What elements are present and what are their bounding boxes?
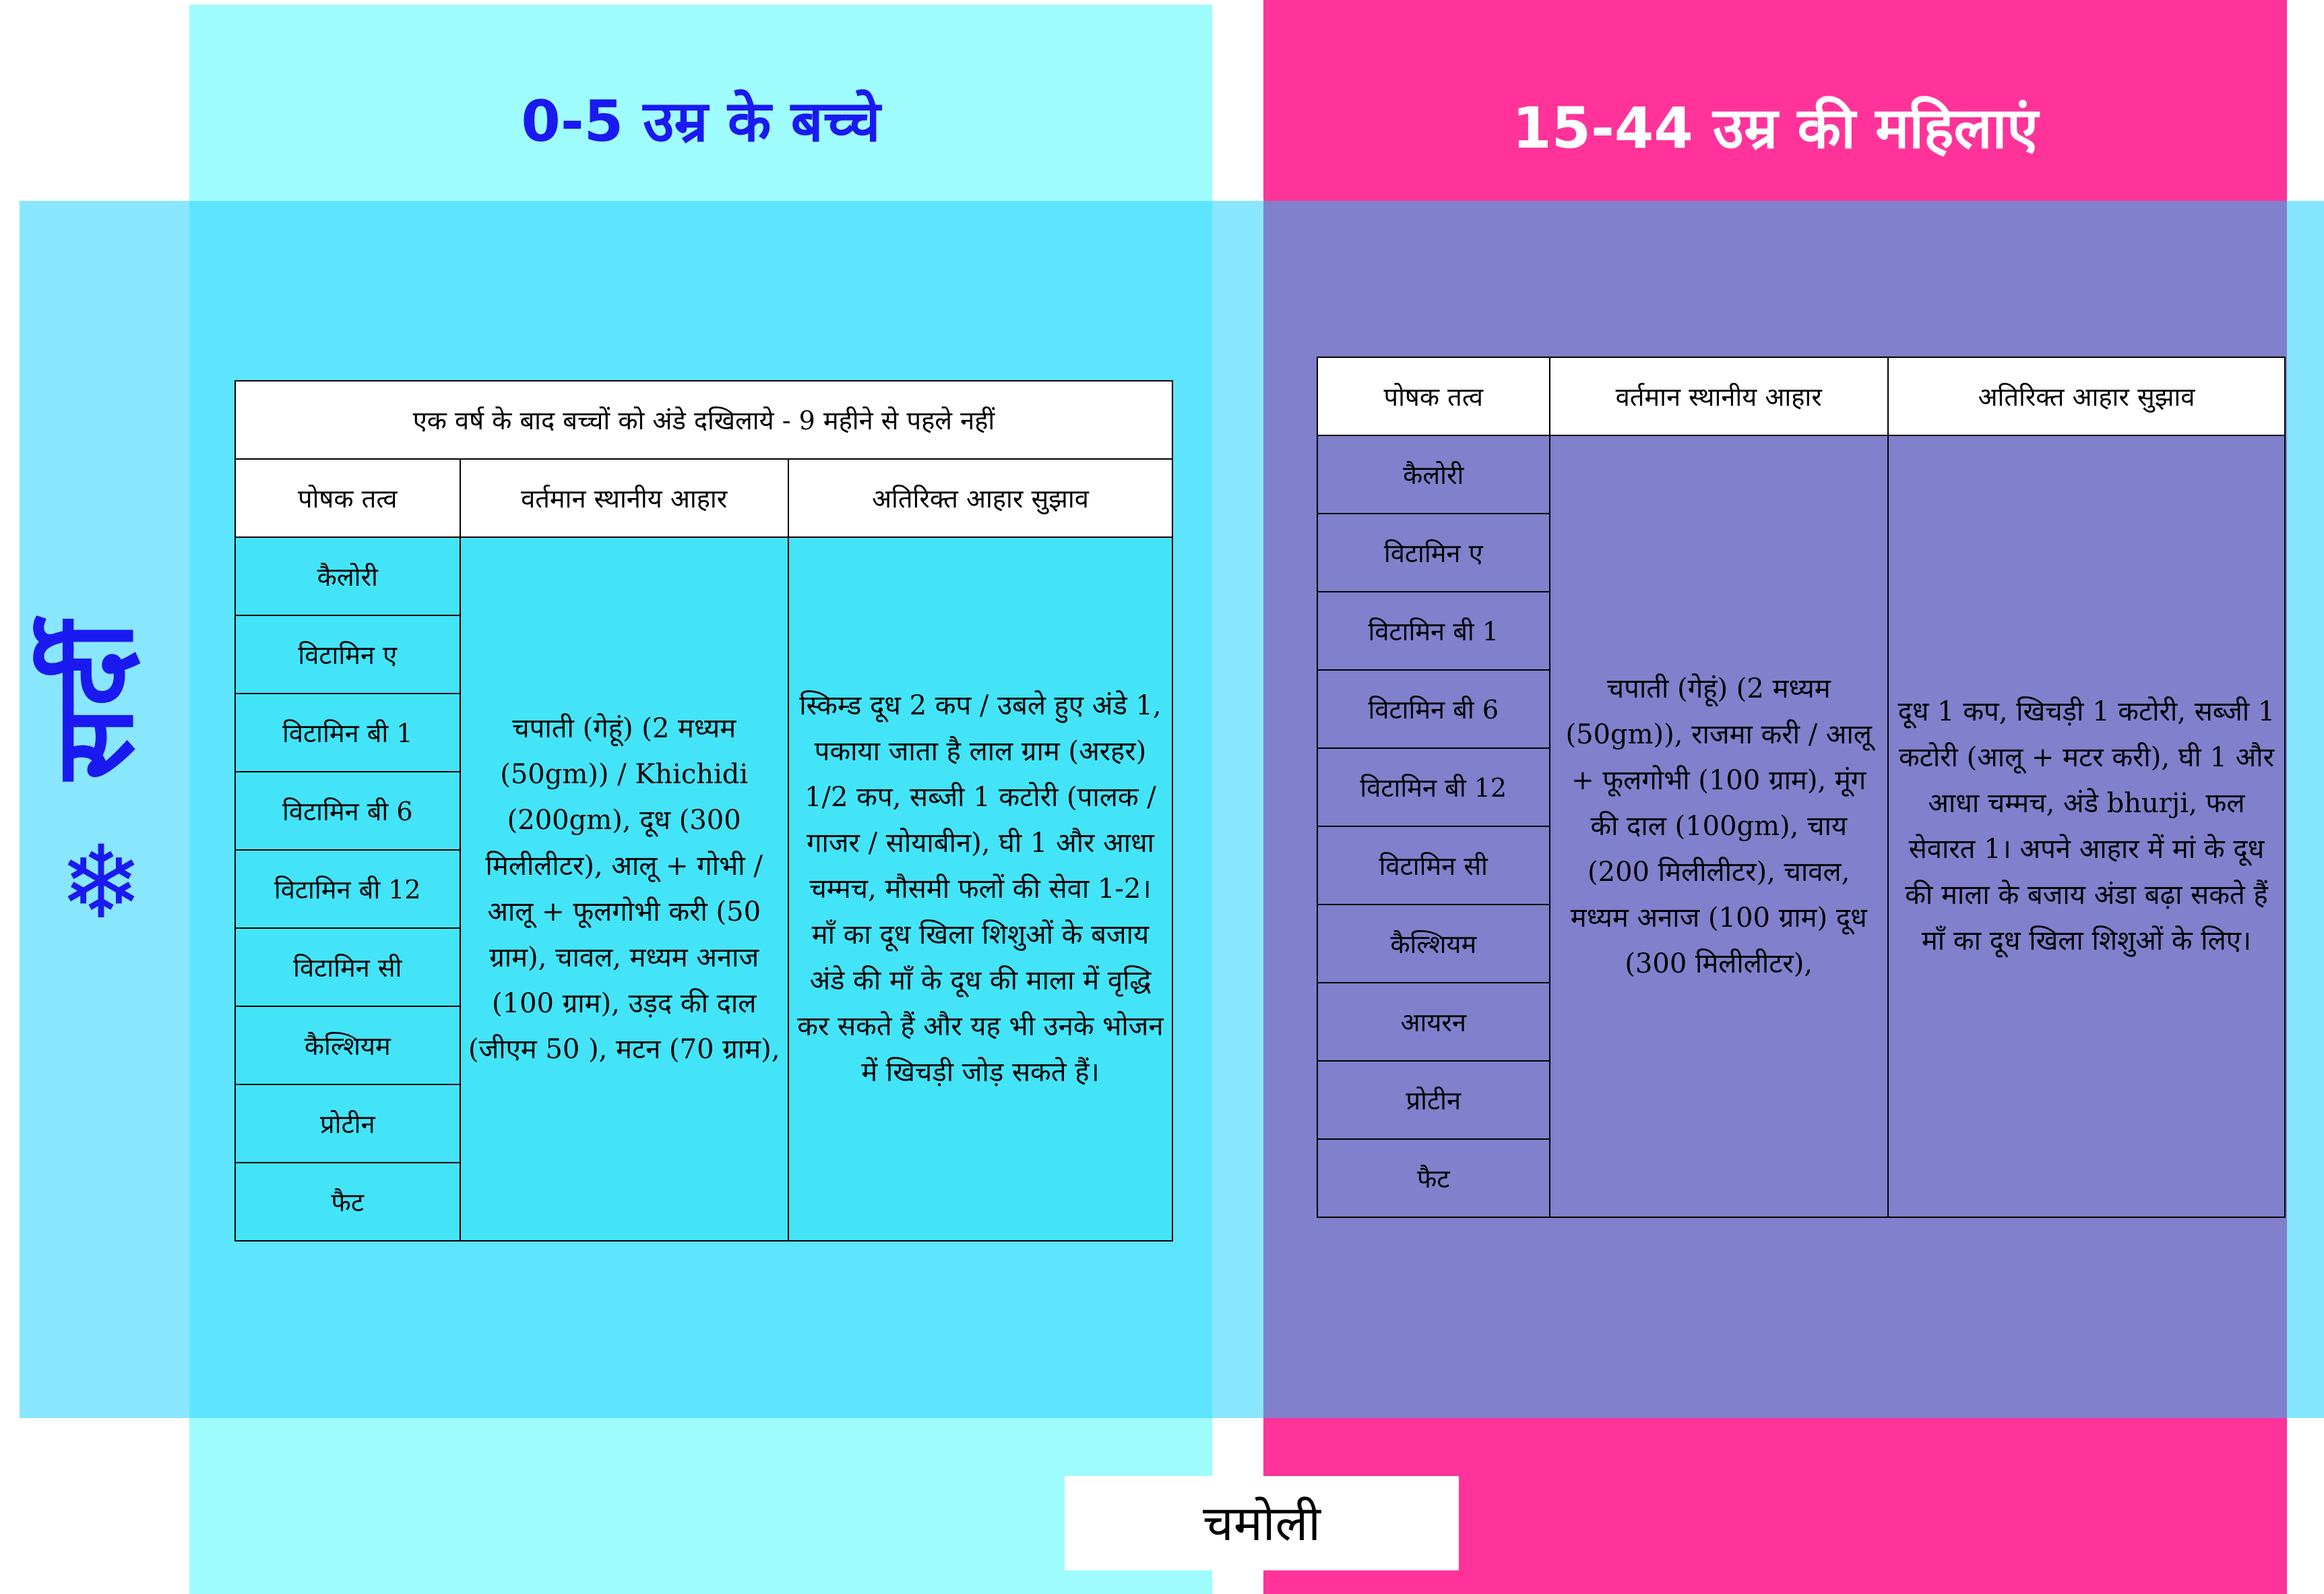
header-current-diet: वर्तमान स्थानीय आहार	[1550, 357, 1888, 435]
header-suggestion: अतिरिक्त आहार सुझाव	[1888, 357, 2285, 435]
nutrient-cell: विटामिन बी 12	[1317, 748, 1550, 826]
nutrient-cell: विटामिन ए	[235, 615, 460, 694]
nutrient-cell: कैलोरी	[235, 537, 460, 615]
women-suggestion: दूध 1 कप, खिचड़ी 1 कटोरी, सब्जी 1 कटोरी (आलू + मटर करी), घी 1 और आधा चम्मच, अंडे bhurji, फल सेवारत 1। अपने आहार में मां के दूध की माला के बजाय अंडा बढ़ा सकते हैं माँ का दूध खिला शिशुओं के लिए।	[1888, 435, 2285, 1217]
season-label: सर्दी	[31, 621, 157, 780]
nutrient-cell: कैल्शियम	[235, 1006, 460, 1084]
nutrient-cell: विटामिन सी	[235, 928, 460, 1006]
header-current-diet: वर्तमान स्थानीय आहार	[460, 459, 788, 537]
children-suggestion: स्किम्ड दूध 2 कप / उबले हुए अंडे 1, पकाया जाता है लाल ग्राम (अरहर) 1/2 कप, सब्जी 1 कटोरी (पालक / गाजर / सोयाबीन), घी 1 और आधा चम्मच, मौसमी फलों की सेवा 1-2। माँ का दूध खिला शिशुओं के बजाय अंडे की माँ के दूध की माला में वृद्धि कर सकते हैं और यह भी उनके भोजन में खिचड़ी जोड़ सकते हैं।	[788, 537, 1172, 1241]
nutrient-cell: विटामिन बी 6	[235, 772, 460, 850]
nutrient-cell: विटामिन बी 12	[235, 850, 460, 928]
header-nutrient: पोषक तत्व	[235, 459, 460, 537]
nutrient-cell: आयरन	[1317, 983, 1550, 1061]
nutrient-cell: विटामिन सी	[1317, 826, 1550, 905]
nutrient-cell: फैट	[1317, 1139, 1550, 1217]
nutrient-cell: कैलोरी	[1317, 435, 1550, 514]
nutrient-cell: विटामिन बी 6	[1317, 670, 1550, 748]
nutrient-cell: फैट	[235, 1163, 460, 1241]
nutrient-cell: विटामिन ए	[1317, 514, 1550, 592]
nutrient-cell: विटामिन बी 1	[1317, 592, 1550, 670]
women-current-diet: चपाती (गेहूं) (2 मध्यम (50gm)), राजमा करी / आलू + फूलगोभी (100 ग्राम), मूंग की दाल (100gm), चाय (200 मिलीलीटर), चावल, मध्यम अनाज (100 ग्राम) दूध (300 मिलीलीटर),	[1550, 435, 1888, 1217]
children-current-diet: चपाती (गेहूं) (2 मध्यम (50gm)) / Khichidi (200gm), दूध (300 मिलीलीटर), आलू + गोभी / आलू + फूलगोभी करी (50 ग्राम), चावल, मध्यम अनाज (100 ग्राम), उड़द की दाल (जीएम 50 ), मटन (70 ग्राम),	[460, 537, 788, 1241]
nutrient-cell: प्रोटीन	[1317, 1061, 1550, 1139]
children-egg-note: एक वर्ष के बाद बच्चों को अंडे दखिलाये - 9 महीने से पहले नहीं	[235, 381, 1172, 459]
snowflake-icon: ❄	[59, 824, 144, 942]
place-label: चमोली	[1065, 1476, 1459, 1570]
header-nutrient: पोषक तत्व	[1317, 357, 1550, 435]
children-title: 0-5 उम्र के बच्चे	[521, 88, 881, 154]
band-edge	[2287, 201, 2324, 1418]
children-nutrition-table	[234, 380, 1173, 1242]
women-title: 15-44 उम्र की महिलाएं	[1512, 95, 2038, 161]
nutrient-cell: कैल्शियम	[1317, 905, 1550, 983]
nutrient-cell: प्रोटीन	[235, 1084, 460, 1163]
header-suggestion: अतिरिक्त आहार सुझाव	[788, 459, 1172, 537]
nutrient-cell: विटामिन बी 1	[235, 694, 460, 772]
women-nutrition-table	[1317, 357, 2286, 1218]
